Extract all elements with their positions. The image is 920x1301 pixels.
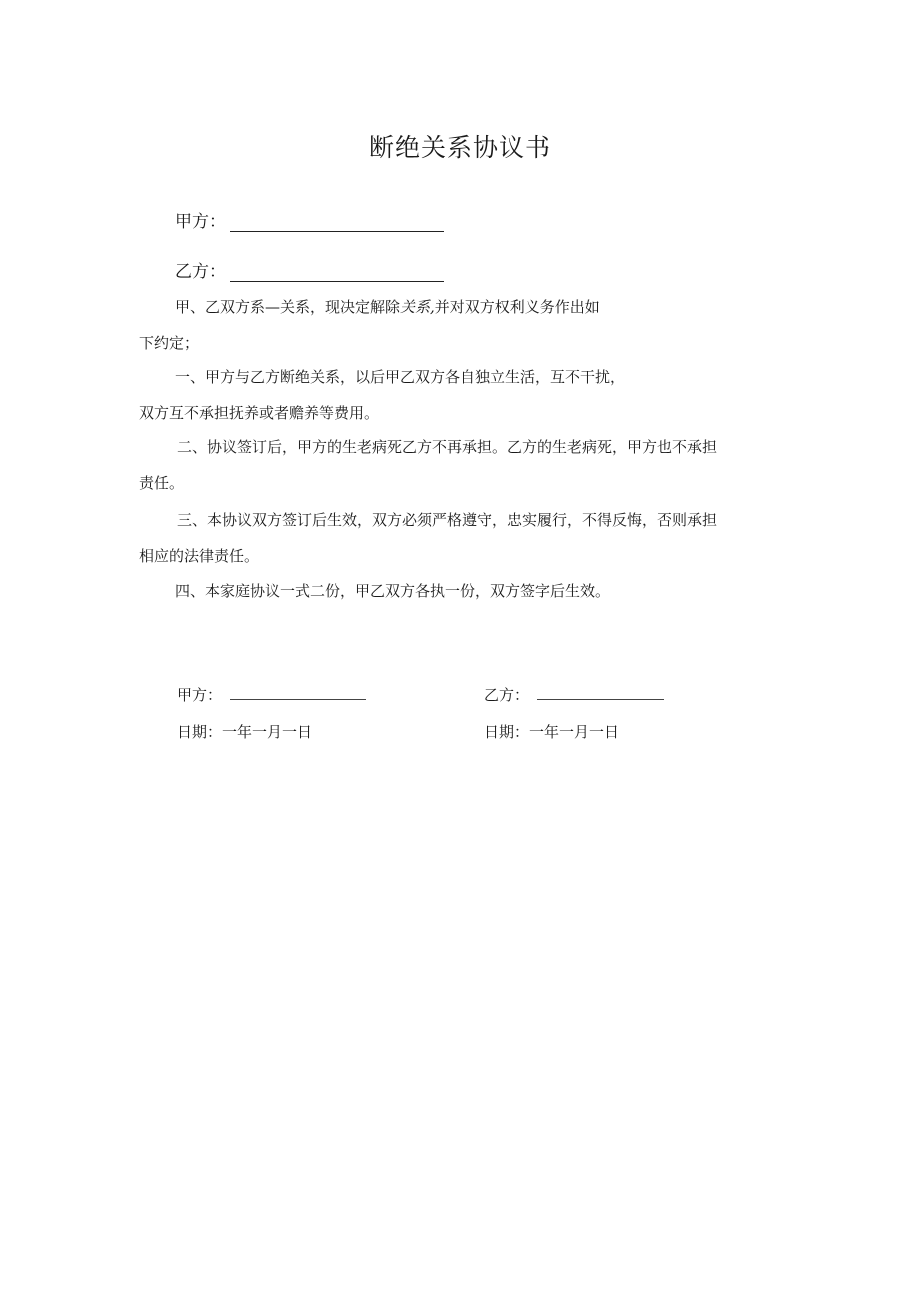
party-b-blank[interactable] <box>230 263 444 282</box>
signature-party-b <box>484 684 664 705</box>
party-a-blank[interactable] <box>230 213 444 232</box>
clause-3 <box>139 502 789 574</box>
clause-4-line-1: 四、本家庭协议一式二份，甲乙双方各执一份，双方签字后生效。 <box>175 582 611 600</box>
clause-2 <box>139 429 789 501</box>
signature-party-b-blank[interactable] <box>537 685 664 700</box>
clause-3-line-2: 相应的法律责任。 <box>139 547 260 565</box>
document-title: 断绝关系协议书 <box>368 133 551 162</box>
clause-1-line-1: 一、甲方与乙方断绝关系，以后甲乙双方各自独立生活，互不干扰， <box>175 368 626 386</box>
intro-line-1 <box>139 289 789 325</box>
clause-2-line-2: 责任。 <box>139 474 185 492</box>
party-a-line <box>175 207 444 232</box>
party-b-line <box>175 257 444 282</box>
signature-date-b: 日期：一年一月一日 <box>484 723 620 741</box>
clause-4 <box>139 573 789 609</box>
intro-text-after: 并对双方权利义务作出如 <box>434 298 600 316</box>
signature-party-a-label: 甲方： <box>177 686 223 704</box>
signature-party-a <box>177 684 366 705</box>
clause-1-line-2: 双方互不承担抚养或者赡养等费用。 <box>139 404 380 422</box>
signature-party-a-blank[interactable] <box>230 685 366 700</box>
intro-line-2: 下约定； <box>139 334 200 352</box>
clause-3-line-1: 三、本协议双方签订后生效，双方必须严格遵守，忠实履行，不得反悔，否则承担 <box>177 511 718 529</box>
party-a-label: 甲方： <box>175 212 226 232</box>
party-b-label: 乙方： <box>175 262 226 282</box>
signature-date-a: 日期：一年一月一日 <box>177 723 313 741</box>
intro-text-before: 甲、乙双方系—关系，现决定解除 <box>175 298 401 316</box>
clause-1 <box>139 359 789 431</box>
intro-paragraph <box>139 289 789 361</box>
intro-text-italic: 关系, <box>400 298 435 316</box>
signature-party-b-label: 乙方： <box>484 686 530 704</box>
clause-2-line-1: 二、协议签订后，甲方的生老病死乙方不再承担。乙方的生老病死，甲方也不承担 <box>177 438 718 456</box>
